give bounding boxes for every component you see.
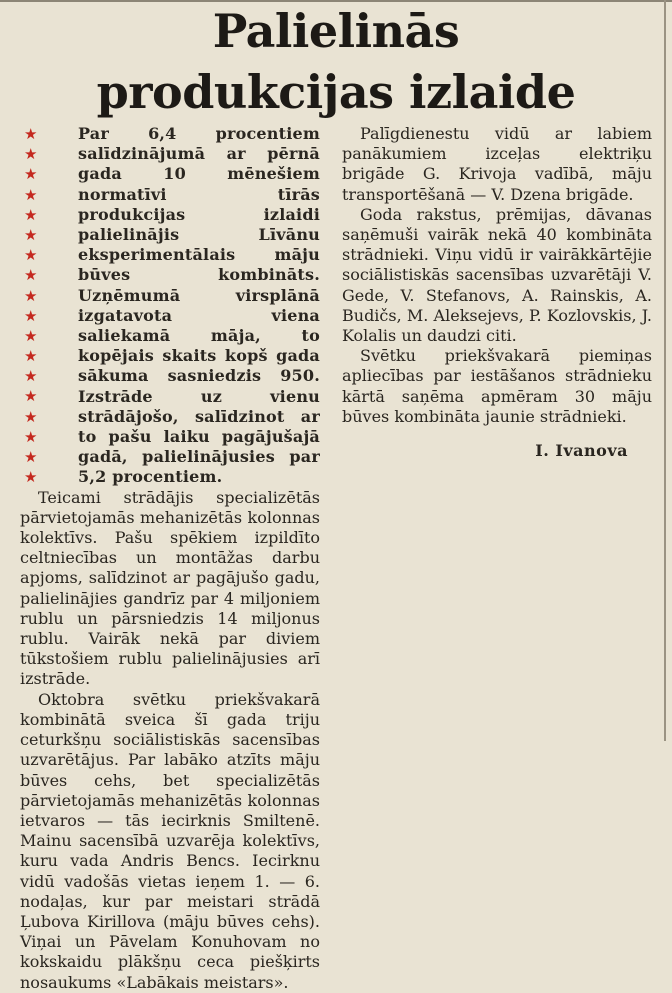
- article-column-left: [20, 124, 320, 993]
- paragraph-4: Goda rakstus, prēmijas, dāvanas saņēmuši vairāk nekā 40 kombināta strādnieki. Viņu vidū ir vairākkārtējie sociālistiskās sacensības uzvarētāji V. Gede, V. Stefanovs, A. Rainskis, A. Budičs, M. Aleksejevs, P. Kozlovskis, J. Kolalis un daudzi citi.: [342, 204, 652, 346]
- paragraph-2: Oktobra svētku priekšvakarā kombinātā sveica šī gada triju ceturkšņu sociālistiskās sacensības uzvarētājus. Par labāko atzīts māju būves cehs, bet specializētās pārvietojamās mehanizētās kolonnas ietvaros — tās iecirknis Smiltenē. Mainu sacensībā uzvarēja kolektīvs, kuru vada Andris Bencs. Iecirknu vidū vadošās vietas ieņem 1. — 6. nodaļas, kur par meistari strādā Ļubova Kirillova (māju būves cehs). Viņai un Pāvelam Konuhovam no kokskaidu plākšņu ceca piešķirts nosaukums «Labākais meistars».: [20, 689, 320, 992]
- star-icon: ★: [24, 326, 38, 345]
- paragraph-1: Teicami strādājis specializētās pārvietojamās mehanizētās kolonnas kolektīvs. Pašu spēkiem izpildīto celtniecības un montāžas darbu apjoms, salīdzinot ar pagājušo gadu, palielinājies gandrīz par 4 miljoniem rublu un pārsniedzis 14 miljonus rublu. Vairāk nekā par diviem tūkstošiem rublu palielinājusies arī izstrāde.: [20, 487, 320, 689]
- star-icon: ★: [24, 225, 38, 244]
- star-icon: ★: [24, 286, 38, 305]
- headline-line-1: Palielinās: [212, 4, 460, 58]
- star-markers: [24, 124, 48, 487]
- star-icon: ★: [24, 145, 38, 164]
- star-icon: ★: [24, 347, 38, 366]
- top-rule: [0, 0, 672, 2]
- article-column-right: [342, 124, 652, 461]
- headline-line-2: produkcijas izlaide: [96, 65, 576, 119]
- paragraph-3: Palīgdienestu vidū ar labiem panākumiem izceļas elektriķu brigāde G. Krivoja vadībā, māju transportēšanā — V. Dzena brigāde.: [342, 124, 652, 204]
- star-icon: ★: [24, 407, 38, 426]
- paragraph-5: Svētku priekšvakarā piemiņas apliecības par iestāšanos strādnieku kārtā saņēma apmēram 30 māju būves kombināta jaunie strādnieki.: [342, 346, 652, 426]
- star-icon: ★: [24, 246, 38, 265]
- author-signature: I. Ivanova: [535, 441, 628, 461]
- lead-block: [20, 124, 320, 488]
- star-icon: ★: [24, 306, 38, 325]
- star-icon: ★: [24, 205, 38, 224]
- star-icon: ★: [24, 266, 38, 285]
- star-icon: ★: [24, 468, 38, 487]
- star-icon: ★: [24, 367, 38, 386]
- star-icon: ★: [24, 185, 38, 204]
- star-icon: ★: [24, 165, 38, 184]
- star-icon: ★: [24, 387, 38, 406]
- lead-paragraph: Par 6,4 procentiem salīdzinājumā ar pērnā gada 10 mēnešiem normatīvi tīrās produkcijas izlaidi palielinājis Līvānu eksperimentālais māju būves kombināts. Uzņēmumā virsplānā izgatavota viena saliekamā māja, to kopējais skaits kopš gada sākuma sasniedzis 950. Izstrāde uz vienu strādājošo, salīdzinot ar to pašu laiku pagājušajā gadā, palielinājusies par 5,2 procentiem.: [78, 124, 320, 487]
- star-icon: ★: [24, 448, 38, 466]
- star-icon: ★: [24, 125, 38, 143]
- star-icon: ★: [24, 427, 38, 446]
